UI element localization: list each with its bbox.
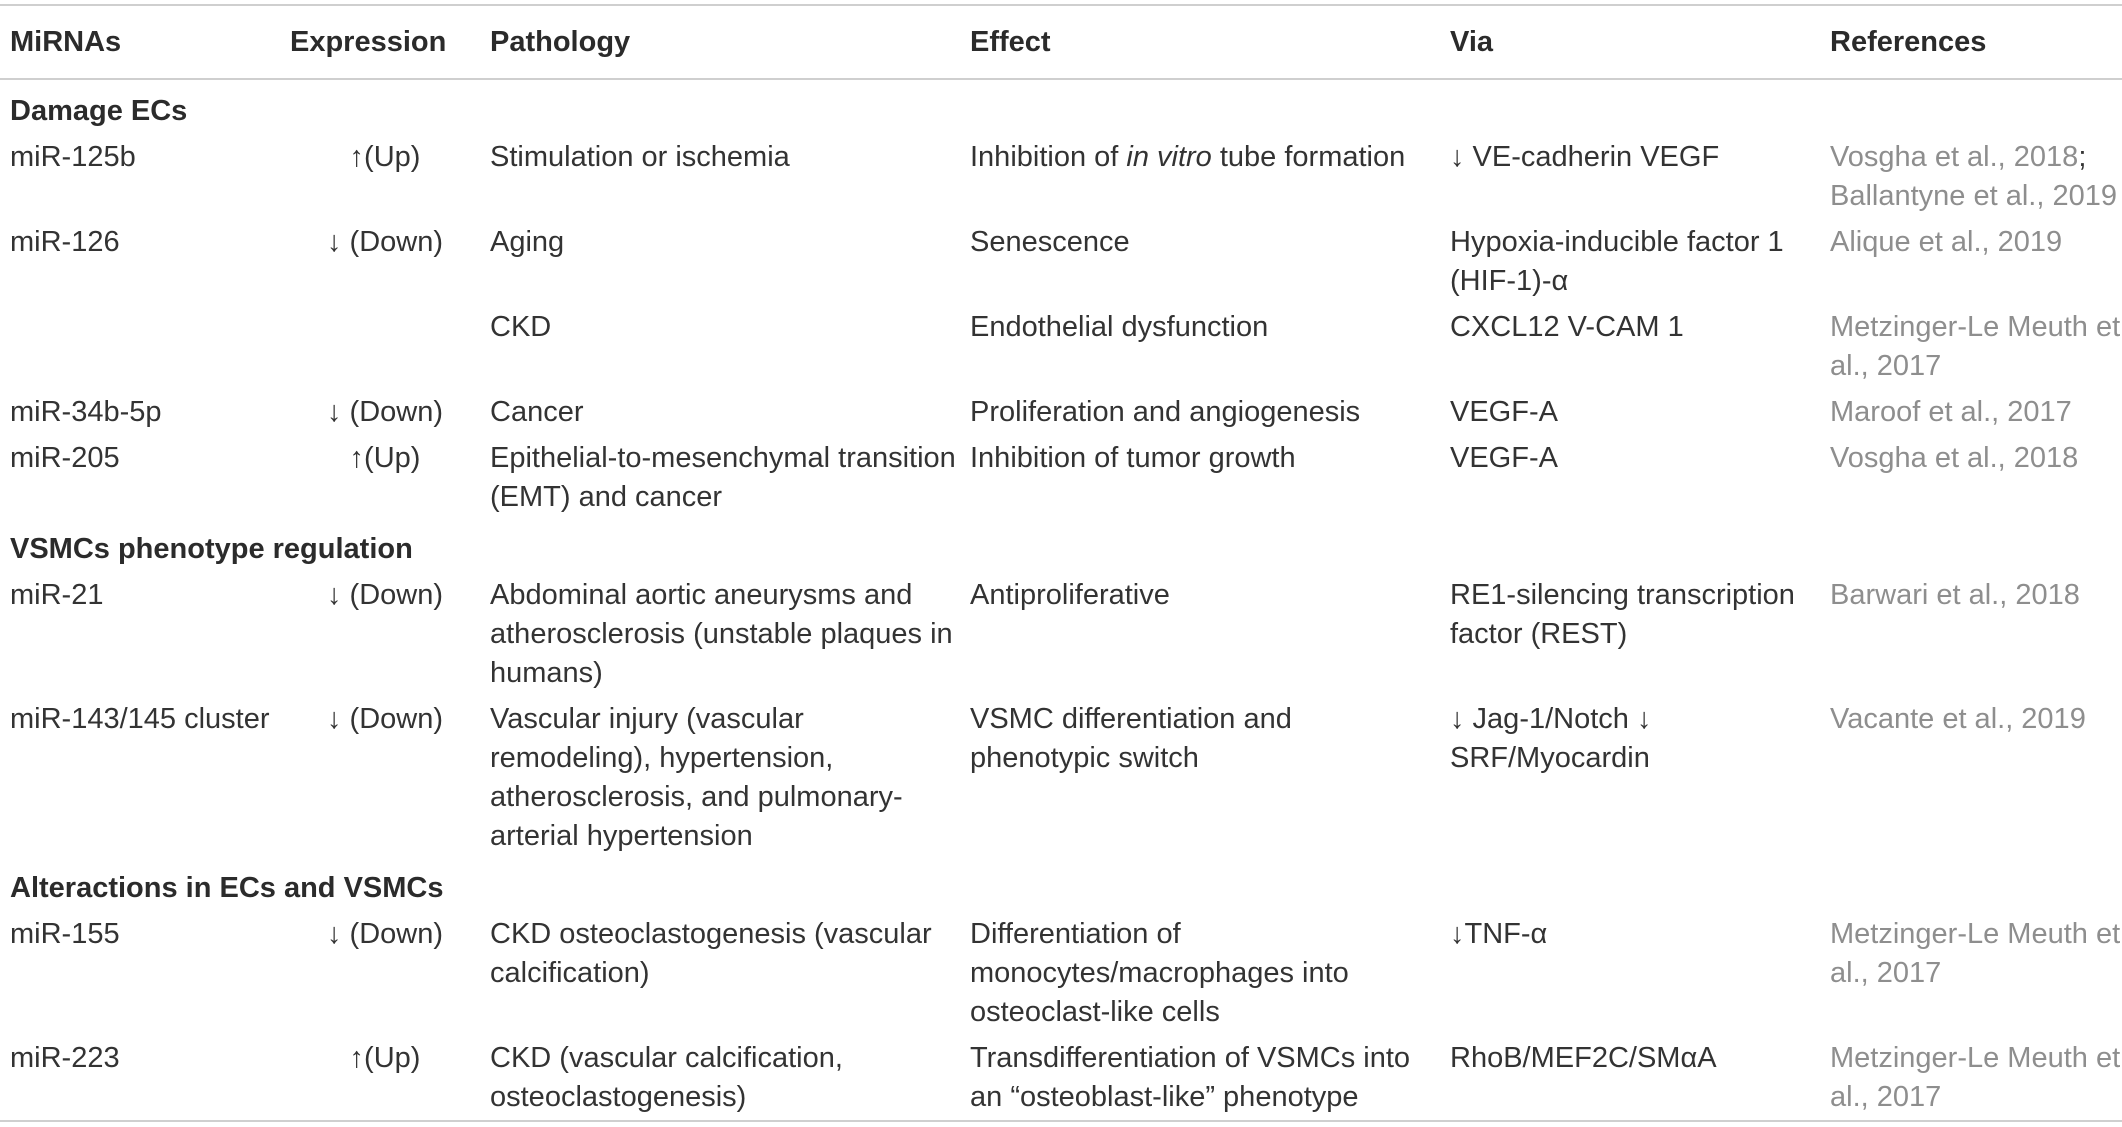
cell-mirna: miR-155 — [10, 918, 120, 950]
cell-effect — [960, 134, 1440, 219]
cell-pathology: Aging — [490, 226, 565, 258]
cell-references — [1820, 219, 2122, 304]
cell-via: ↓ Jag-1/Notch ↓ SRF/Myocardin — [1450, 703, 1652, 774]
effect-text: Inhibition of — [970, 141, 1127, 173]
reference-link[interactable]: Maroof et al., 2017 — [1830, 396, 2072, 428]
reference-link[interactable]: Vosgha et al., 2018 — [1830, 141, 2079, 173]
cell-mirna: miR-143/145 cluster — [10, 703, 270, 735]
cell-expression — [290, 304, 480, 389]
table-row — [0, 911, 2122, 1035]
header-expression: Expression — [290, 25, 447, 58]
cell-effect: Differentiation of monocytes/macrophages into osteoclast-like cells — [970, 918, 1349, 1028]
cell-effect: VSMC differentiation and phenotypic switch — [970, 703, 1292, 774]
cell-expression: ↑(Up) — [349, 141, 421, 173]
header-effect: Effect — [970, 25, 1051, 58]
cell-references — [1820, 435, 2122, 520]
cell-via: ↓TNF-α — [1450, 918, 1548, 950]
section-row — [0, 520, 2122, 572]
header-row — [0, 5, 2122, 79]
section-row — [0, 79, 2122, 134]
cell-references — [1820, 572, 2122, 696]
cell-references — [1820, 911, 2122, 1035]
table-row — [0, 134, 2122, 219]
header-via: Via — [1450, 25, 1494, 58]
reference-link[interactable]: Ballantyne et al., 2019 — [1830, 180, 2117, 212]
cell-effect: Proliferation and angiogenesis — [970, 396, 1361, 428]
cell-expression: ↓ (Down) — [326, 918, 443, 950]
cell-via: VEGF-A — [1450, 396, 1558, 428]
cell-references — [1820, 134, 2122, 219]
reference-link[interactable]: Vacante et al., 2019 — [1830, 703, 2086, 735]
reference-link[interactable]: Barwari et al., 2018 — [1830, 579, 2080, 611]
cell-references — [1820, 389, 2122, 435]
cell-pathology: Cancer — [490, 396, 584, 428]
cell-effect: Senescence — [970, 226, 1130, 258]
cell-expression: ↓ (Down) — [326, 226, 443, 258]
cell-pathology: CKD (vascular calcification, osteoclastogenesis) — [490, 1042, 843, 1113]
header-pathology: Pathology — [490, 25, 631, 58]
table-body — [0, 79, 2122, 1121]
cell-effect: Endothelial dysfunction — [970, 311, 1269, 343]
cell-mirna: miR-125b — [10, 141, 136, 173]
header-mirnas: MiRNAs — [10, 25, 122, 58]
table-row — [0, 696, 2122, 859]
reference-link[interactable]: Alique et al., 2019 — [1830, 226, 2063, 258]
cell-mirna: miR-223 — [10, 1042, 120, 1074]
cell-mirna: miR-126 — [10, 226, 120, 258]
table-row — [0, 304, 2122, 389]
cell-pathology: Abdominal aortic aneurysms and atherosclerosis (unstable plaques in humans) — [490, 579, 953, 689]
cell-pathology: Epithelial-to-mesenchymal transition (EMT) and cancer — [490, 442, 956, 513]
cell-expression: ↑(Up) — [349, 442, 421, 474]
cell-expression: ↑(Up) — [349, 1042, 421, 1074]
cell-via: RhoB/MEF2C/SMαA — [1450, 1042, 1717, 1074]
cell-effect: Antiproliferative — [970, 579, 1170, 611]
table-row — [0, 219, 2122, 304]
mirna-table — [0, 4, 2122, 1122]
cell-pathology: CKD — [490, 311, 552, 343]
table-row — [0, 572, 2122, 696]
cell-expression: ↓ (Down) — [326, 703, 443, 735]
cell-via: RE1-silencing transcription factor (REST) — [1450, 579, 1795, 650]
cell-via: CXCL12 V-CAM 1 — [1450, 311, 1684, 343]
cell-via: ↓ VE-cadherin VEGF — [1450, 141, 1720, 173]
cell-via: Hypoxia-inducible factor 1 (HIF-1)-α — [1450, 226, 1784, 297]
cell-mirna: miR-21 — [10, 579, 104, 611]
section-row — [0, 859, 2122, 911]
cell-references — [1820, 696, 2122, 859]
cell-via: VEGF-A — [1450, 442, 1558, 474]
cell-mirna — [0, 304, 290, 389]
section-title: Damage ECs — [10, 95, 188, 127]
cell-effect: Inhibition of tumor growth — [970, 442, 1296, 474]
reference-separator: ; — [2078, 141, 2087, 173]
cell-effect: Transdifferentiation of VSMCs into an “osteoblast-like” phenotype — [970, 1042, 1411, 1113]
cell-references — [1820, 304, 2122, 389]
table-row — [0, 1035, 2122, 1121]
effect-italic-text: in vitro — [1126, 141, 1212, 173]
cell-pathology: CKD osteoclastogenesis (vascular calcification) — [490, 918, 932, 989]
reference-link[interactable]: Metzinger-Le Meuth et al., 2017 — [1830, 1042, 2121, 1113]
cell-expression: ↓ (Down) — [326, 396, 443, 428]
cell-references — [1820, 1035, 2122, 1121]
cell-mirna: miR-34b-5p — [10, 396, 162, 428]
reference-link[interactable]: Metzinger-Le Meuth et al., 2017 — [1830, 311, 2121, 382]
cell-pathology: Vascular injury (vascular remodeling), hypertension, atherosclerosis, and pulmonary-arterial hypertension — [490, 703, 903, 852]
effect-text: tube formation — [1211, 141, 1406, 173]
reference-link[interactable]: Metzinger-Le Meuth et al., 2017 — [1830, 918, 2121, 989]
header-references: References — [1830, 25, 1987, 58]
cell-mirna: miR-205 — [10, 442, 120, 474]
cell-pathology: Stimulation or ischemia — [490, 141, 790, 173]
reference-link[interactable]: Vosgha et al., 2018 — [1830, 442, 2079, 474]
table-row — [0, 389, 2122, 435]
section-title: VSMCs phenotype regulation — [10, 533, 413, 565]
table-header — [0, 5, 2122, 79]
cell-expression: ↓ (Down) — [326, 579, 443, 611]
section-title: Alteractions in ECs and VSMCs — [10, 872, 444, 904]
table-row — [0, 435, 2122, 520]
